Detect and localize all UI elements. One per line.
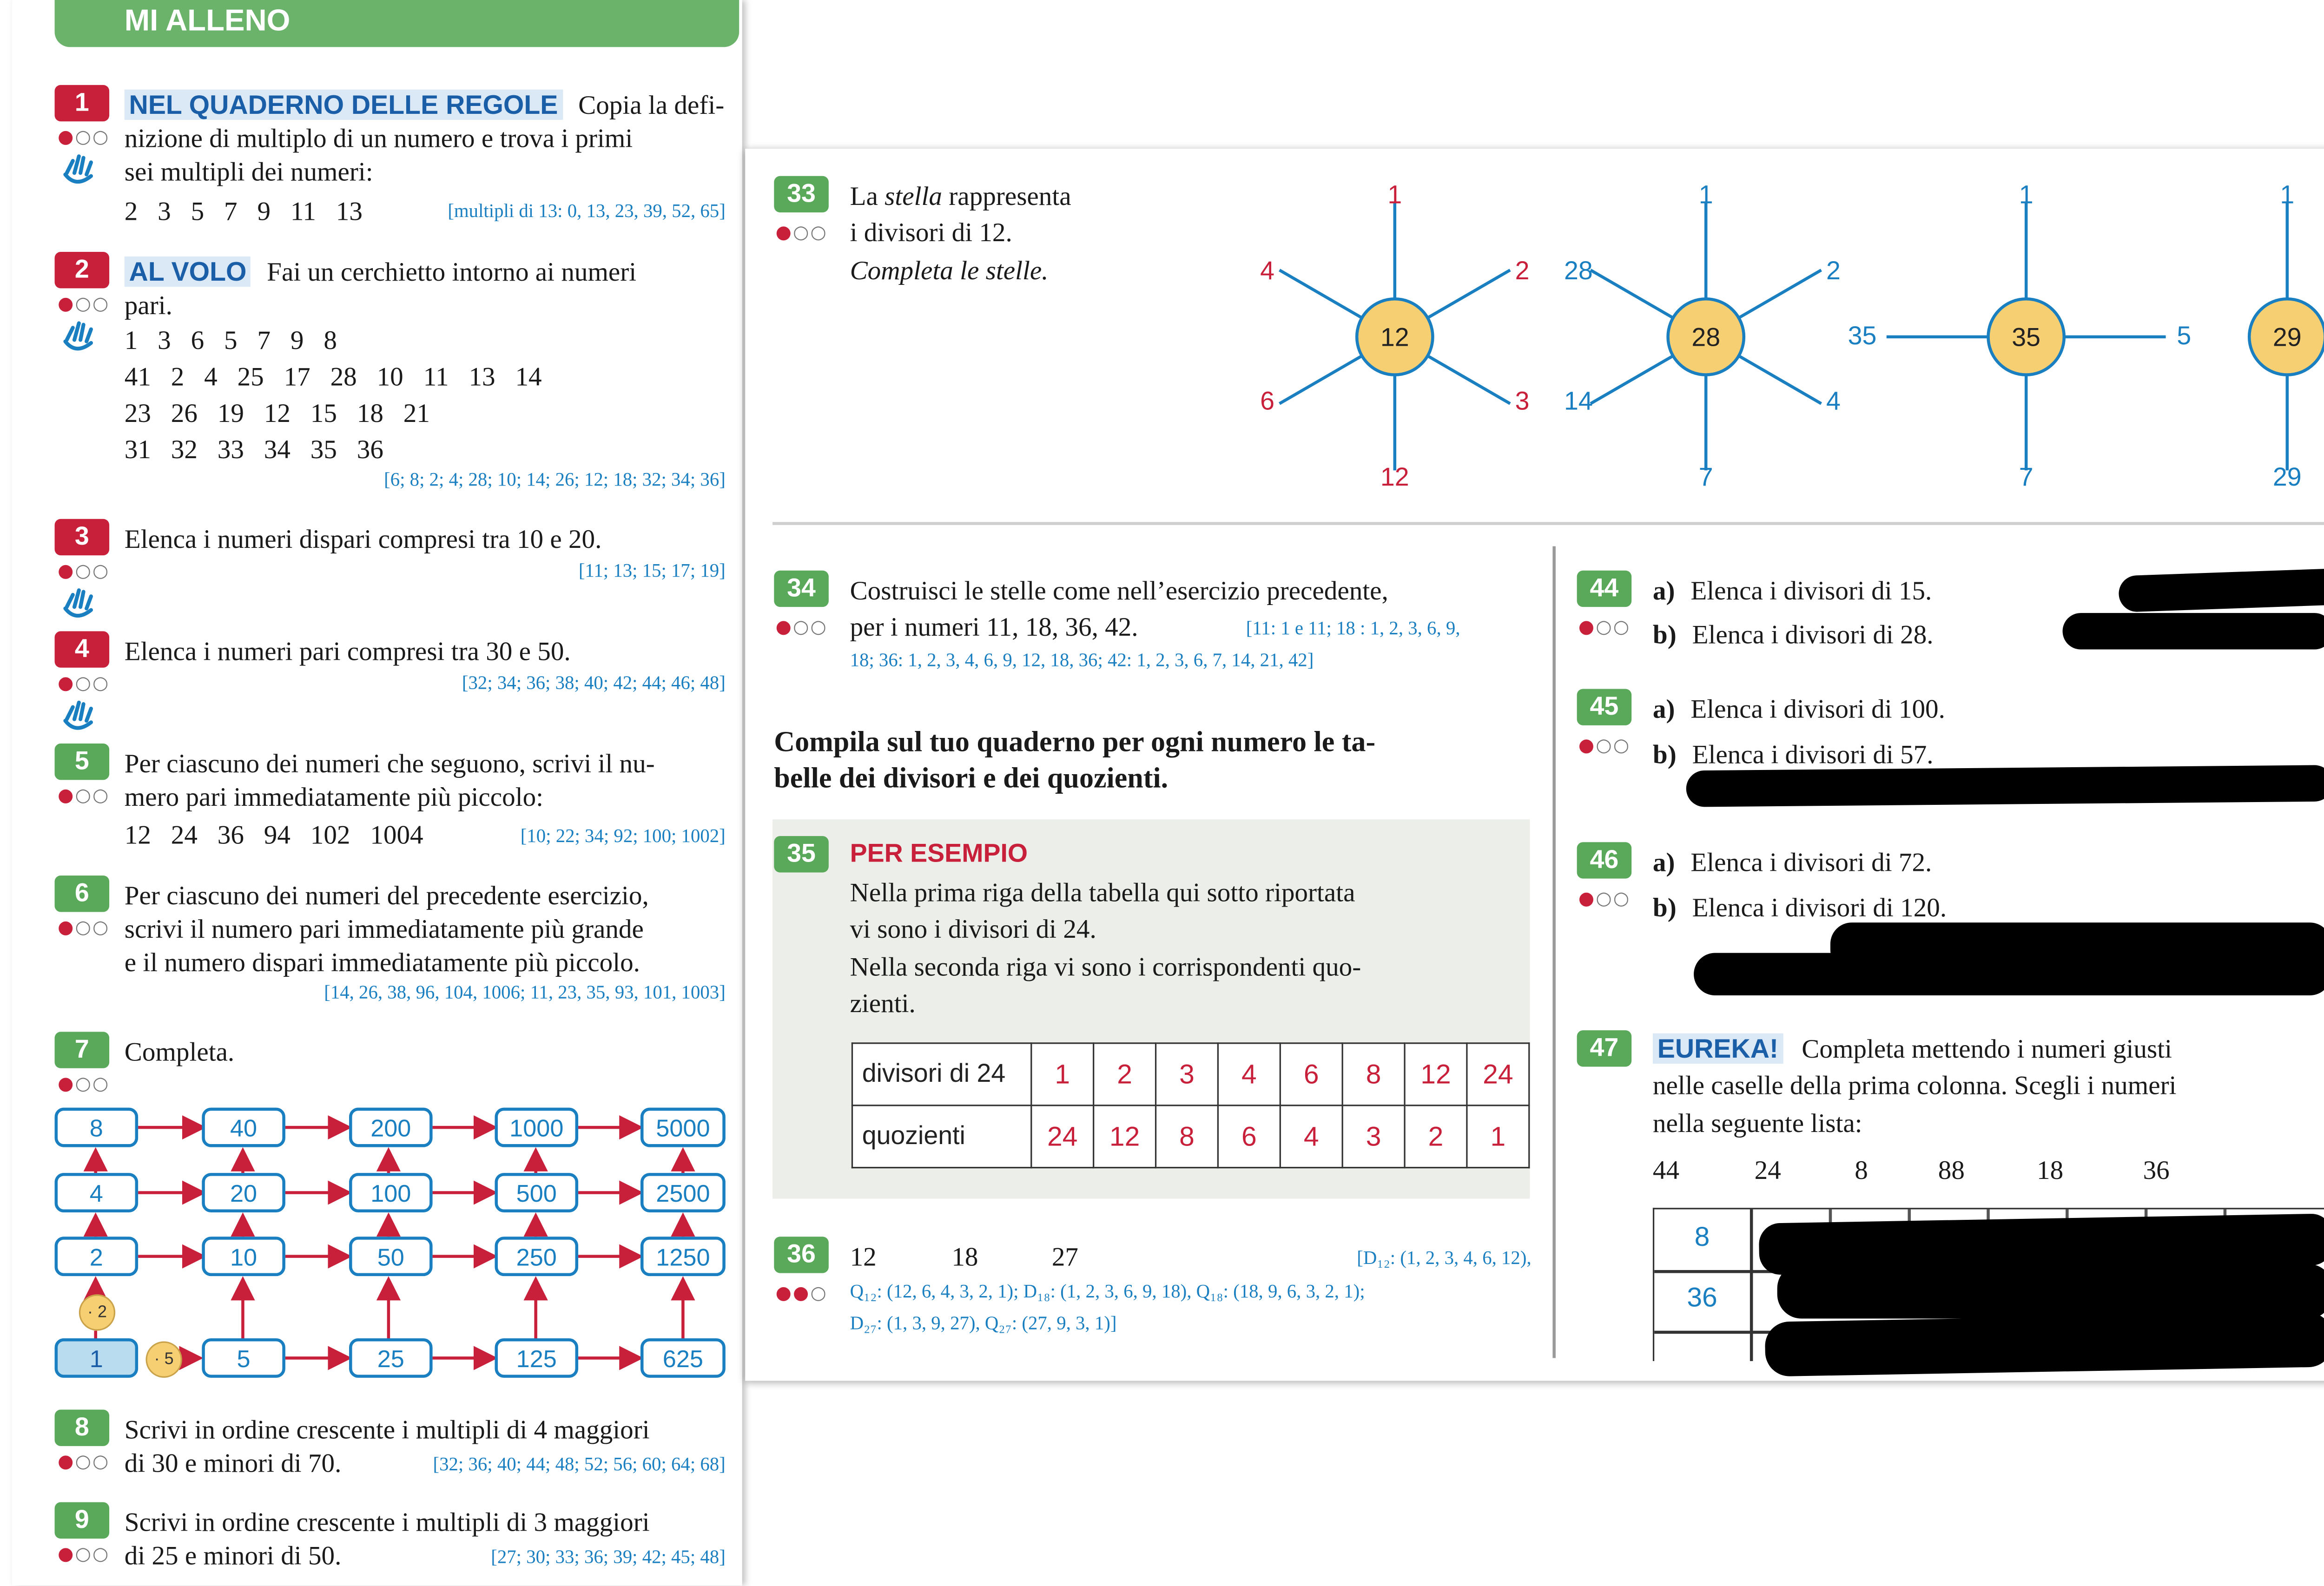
difficulty-dots-icon: ●●○	[775, 1282, 828, 1303]
exercise-number: 34	[774, 571, 829, 607]
star-label: 7	[2019, 462, 2034, 491]
exercise-number: 2	[55, 252, 110, 288]
star-label: 5	[2177, 321, 2192, 350]
grid-cell: 1000	[495, 1108, 578, 1147]
star-label: 4	[1260, 256, 1274, 285]
table-cell: 2	[1405, 1106, 1467, 1168]
exercise-number: 6	[55, 875, 110, 912]
star-label: 28	[1564, 256, 1593, 285]
exercise-number: 7	[55, 1032, 110, 1068]
item-label: b)	[1652, 739, 1677, 770]
exercise-number: 9	[55, 1502, 110, 1539]
solution-text: [27; 30; 33; 36; 39; 42; 45; 48]	[491, 1546, 726, 1568]
divisors-table	[852, 1042, 1530, 1168]
table-cell: 1	[1031, 1043, 1094, 1106]
exercise-text: Elenca i numeri dispari compresi tra 10 e 20.	[124, 523, 602, 554]
keyword: PER ESEMPIO	[850, 839, 1028, 868]
star-label: 1	[1387, 180, 1402, 209]
list-value: 88	[1938, 1154, 1965, 1185]
exercise-number: 36	[774, 1237, 829, 1273]
number-row: 23 26 19 12 15 18 21	[124, 397, 430, 428]
exercise-text: Elenca i divisori di 28.	[1692, 619, 1934, 650]
grid-cell: 5000	[640, 1108, 726, 1147]
exercise-text: zienti.	[850, 987, 916, 1019]
redaction-mark	[1765, 1312, 2324, 1377]
grid-cell: 2500	[640, 1173, 726, 1212]
grid-cell: 2	[55, 1237, 139, 1276]
grid-cell: 50	[349, 1237, 433, 1276]
star-label: 12	[1380, 462, 1409, 491]
solution-text: [32; 36; 40; 44; 48; 52; 56; 60; 64; 68]	[433, 1454, 726, 1475]
exercise-text: La stella rappresenta	[850, 180, 1071, 211]
item-label: b)	[1652, 892, 1677, 923]
list-value: 18	[2037, 1154, 2064, 1185]
solution-text: [11; 13; 15; 17; 19]	[578, 559, 726, 581]
exercise-text: nella seguente lista:	[1652, 1107, 1862, 1138]
list-value: 44	[1652, 1154, 1680, 1185]
solution-text: D₂₇: (1, 3, 9, 27), Q₂₇: (27, 9, 3, 1)]	[850, 1312, 1117, 1334]
exercise-text: Copia la defi-	[578, 89, 725, 120]
divisor-stars	[1246, 179, 2324, 498]
section-header	[55, 0, 739, 47]
exercise-text: Completa.	[124, 1036, 235, 1067]
exercise-text: Elenca i divisori di 15.	[1690, 575, 1932, 605]
exercise-text: Elenca i divisori di 72.	[1690, 847, 1932, 877]
exercise-text: Nella seconda riga vi sono i corrispondenti quo-	[850, 951, 1361, 982]
keyword: EUREKA!	[1653, 1033, 1783, 1064]
exercise-number: 35	[774, 836, 829, 872]
exercise-text: Nella prima riga della tabella qui sotto riportata	[850, 877, 1355, 908]
exercise-text: scrivi il numero pari immediatamente più grande	[124, 913, 644, 944]
exercise-number: 4	[55, 631, 110, 667]
table-cell: 1	[1467, 1106, 1529, 1168]
exercise-number: 1	[55, 85, 110, 121]
star-label: 2	[1515, 256, 1530, 285]
table-cell: 12	[1405, 1043, 1467, 1106]
exercise-numbers: 12 24 36 94 102 1004	[124, 819, 423, 850]
number-row: 31 32 33 34 35 36	[124, 434, 383, 465]
column-divider	[1552, 546, 1556, 1358]
difficulty-dots-icon: ●○○	[1578, 888, 1631, 909]
grid-cell: 250	[495, 1237, 578, 1276]
exercise-number: 5	[55, 744, 110, 780]
solution-text: [multipli di 13: 0, 13, 23, 39, 52, 65]	[448, 200, 726, 222]
solution-text: Q₁₂: (12, 6, 4, 3, 2, 1); D₁₈: (1, 2, 3, 6, 9, 18), Q₁₈: (18, 9, 6, 3, 2, 1);	[850, 1280, 1365, 1302]
keyword: NEL QUADERNO DELLE REGOLE	[125, 90, 562, 120]
exercise-text: pari.	[124, 290, 172, 320]
table-cell: 6	[1218, 1106, 1280, 1168]
divider	[772, 522, 2324, 525]
hand-icon	[61, 152, 100, 188]
difficulty-dots-icon: ●○○	[58, 672, 110, 694]
difficulty-dots-icon: ●○○	[58, 1450, 110, 1472]
table-row	[852, 1106, 1529, 1168]
exercise-text: vi sono i divisori di 24.	[850, 913, 1096, 944]
exercise-text: Scrivi in ordine crescente i multipli di 4 maggiori	[124, 1414, 650, 1445]
grid-cell: 10	[202, 1237, 285, 1276]
grid-cell: 100	[349, 1173, 433, 1212]
star-center-label: 28	[1691, 322, 1721, 352]
exercise-text: Completa mettendo i numeri giusti	[1802, 1033, 2172, 1064]
solution-text: [11: 1 e 11; 18 : 1, 2, 3, 6, 9,	[1246, 617, 1460, 639]
exercise-text: Elenca i divisori di 100.	[1690, 693, 1945, 724]
star-label: 2	[1826, 256, 1841, 285]
exercise-number: 44	[1577, 571, 1632, 607]
redaction-mark	[2118, 568, 2324, 612]
solution-text: [32; 34; 36; 38; 40; 42; 44; 46; 48]	[462, 672, 726, 694]
exercise-number-value: 27	[1051, 1241, 1078, 1272]
hand-icon	[61, 319, 100, 355]
star-label: 1	[2019, 180, 2034, 209]
section-header-label: MI ALLENO	[124, 4, 290, 38]
hand-icon	[61, 698, 100, 734]
difficulty-dots-icon: ●○○	[58, 559, 110, 581]
solution-text: [6; 8; 2; 4; 28; 10; 14; 26; 12; 18; 32; 34; 36]	[384, 468, 726, 490]
exercise-text: Costruisci le stelle come nell’esercizio precedente,	[850, 575, 1388, 605]
table-header-cell: divisori di 24	[852, 1043, 1031, 1106]
redaction-mark	[1694, 953, 2324, 995]
grid-cell: 500	[495, 1173, 578, 1212]
difficulty-dots-icon: ●○○	[58, 784, 110, 806]
hand-icon	[61, 586, 100, 622]
table-cell: 24	[1031, 1106, 1094, 1168]
item-label: a)	[1652, 847, 1675, 877]
table-cell: 3	[1342, 1106, 1405, 1168]
redaction-mark	[2063, 613, 2324, 649]
solution-text: [14, 26, 38, 96, 104, 1006; 11, 23, 35, 93, 101, 1003]	[324, 981, 726, 1003]
table-cell: 4	[1280, 1106, 1342, 1168]
exercise-numbers: 2 3 5 7 9 11 13	[124, 196, 363, 226]
difficulty-dots-icon: ●○○	[775, 616, 828, 638]
item-label: b)	[1652, 619, 1677, 650]
star-label: 4	[1826, 386, 1841, 415]
difficulty-dots-icon: ●○○	[1578, 734, 1631, 756]
grid-cell: 1250	[640, 1237, 726, 1276]
exercise-number: 33	[774, 176, 829, 212]
operator-badge: · 2	[79, 1294, 115, 1330]
table-cell: 4	[1218, 1043, 1280, 1106]
operator-badge: · 5	[145, 1342, 182, 1378]
star-label: 14	[1564, 386, 1593, 415]
exercise-text: mero pari immediatamente più piccolo:	[124, 781, 544, 812]
exercise-text: nizione di multiplo di un numero e trova i primi	[124, 123, 633, 153]
exercise-number: 3	[55, 519, 110, 555]
table-cell: 24	[1467, 1043, 1529, 1106]
star-center-label: 12	[1380, 322, 1409, 352]
star-center-label: 35	[2012, 322, 2041, 352]
grid-cell: 20	[202, 1173, 285, 1212]
exercise-text: Fai un cerchietto intorno ai numeri	[267, 256, 637, 287]
star-label: 7	[1698, 462, 1713, 491]
solution-text: [10; 22; 34; 92; 100; 1002]	[520, 825, 726, 847]
exercise-text: di 25 e minori di 50.	[124, 1540, 342, 1571]
exercise-text: nelle caselle della prima colonna. Scegli i numeri	[1652, 1070, 2177, 1100]
table-cell: 8	[1342, 1043, 1405, 1106]
exercise-text: Scrivi in ordine crescente i multipli di 3 maggiori	[124, 1507, 650, 1537]
table-cell: 3	[1156, 1043, 1218, 1106]
grid-cell: 5	[202, 1338, 285, 1378]
grid-cell: 625	[640, 1338, 726, 1378]
redaction-mark	[1777, 1264, 2324, 1319]
keyword: AL VOLO	[125, 257, 251, 287]
number-row: 41 2 4 25 17 28 10 11 13 14	[124, 361, 542, 392]
grid-cell: 125	[495, 1338, 578, 1378]
table-cell: 12	[1094, 1106, 1156, 1168]
exercise-text: Per ciascuno dei numeri del precedente esercizio,	[124, 880, 649, 911]
number-row: 1 3 6 5 7 9 8	[124, 324, 337, 355]
difficulty-dots-icon: ●○○	[775, 221, 828, 243]
star-label: 35	[1848, 321, 1877, 350]
star-label: 29	[2272, 462, 2302, 491]
exercise-text: Elenca i numeri pari compresi tra 30 e 50.	[124, 636, 571, 666]
list-value: 24	[1754, 1154, 1781, 1185]
grid-cell-start: 1	[55, 1338, 139, 1378]
exercise-text: per i numeri 11, 18, 36, 42.	[850, 611, 1138, 642]
exercise-text: Elenca i divisori di 120.	[1692, 892, 1947, 923]
table-header-cell: quozienti	[852, 1106, 1031, 1168]
grid-cell: 8	[55, 1108, 139, 1147]
exercise-text: e il numero dispari immediatamente più piccolo.	[124, 947, 640, 977]
table-cell: 6	[1280, 1043, 1342, 1106]
star-center-label: 29	[2272, 322, 2302, 352]
difficulty-dots-icon: ●○○	[1578, 616, 1631, 638]
list-value: 36	[2143, 1154, 2170, 1185]
solution-text: 18; 36: 1, 2, 3, 4, 6, 9, 12, 18, 36; 42: 1, 2, 3, 6, 7, 14, 21, 42]	[850, 649, 1314, 671]
solution-text: [D₁₂: (1, 2, 3, 4, 6, 12),	[1357, 1247, 1532, 1269]
exercise-number: 45	[1577, 689, 1632, 725]
difficulty-dots-icon: ●○○	[58, 916, 110, 938]
table-cell: 8	[1156, 1106, 1218, 1168]
difficulty-dots-icon: ●○○	[58, 293, 110, 314]
exercise-number: 47	[1577, 1030, 1632, 1066]
exercise-number: 8	[55, 1409, 110, 1446]
grid-cell: 25	[349, 1338, 433, 1378]
table-row	[852, 1043, 1529, 1106]
exercise-text: sei multipli dei numeri:	[124, 156, 373, 187]
exercise-text: Per ciascuno dei numeri che seguono, scrivi il nu-	[124, 748, 655, 779]
list-value: 8	[1855, 1154, 1868, 1185]
exercise-text: i divisori di 12.	[850, 217, 1012, 248]
difficulty-dots-icon: ●○○	[58, 126, 110, 147]
exercise-text: di 30 e minori di 70.	[124, 1448, 342, 1478]
grid-cell: 40	[202, 1108, 285, 1147]
exercise-number-value: 12	[850, 1241, 877, 1272]
star-label: 1	[2280, 180, 2295, 209]
star-label: 3	[1515, 386, 1530, 415]
left-page	[12, 0, 742, 1586]
exercise-number-value: 18	[951, 1241, 978, 1272]
grid-cell: 4	[55, 1173, 139, 1212]
item-label: a)	[1652, 693, 1675, 724]
table-cell: 2	[1094, 1043, 1156, 1106]
right-page	[745, 149, 2324, 1381]
exercise-text: Completa le stelle.	[850, 255, 1049, 285]
redaction-mark	[1686, 765, 2324, 807]
instruction-heading: Compila sul tuo quaderno per ogni numero le ta-	[774, 727, 1376, 759]
star-label: 1	[1698, 180, 1713, 209]
difficulty-dots-icon: ●○○	[58, 1543, 110, 1565]
exercise-number: 46	[1577, 842, 1632, 878]
star-label: 6	[1260, 386, 1274, 415]
instruction-heading: belle dei divisori e dei quozienti.	[774, 763, 1169, 796]
difficulty-dots-icon: ●○○	[58, 1073, 110, 1094]
grid-cell: 200	[349, 1108, 433, 1147]
item-label: a)	[1652, 575, 1675, 605]
table-cell: 36	[1687, 1282, 1717, 1313]
table-cell: 8	[1694, 1221, 1710, 1252]
exercise-text: Elenca i divisori di 57.	[1692, 739, 1934, 770]
